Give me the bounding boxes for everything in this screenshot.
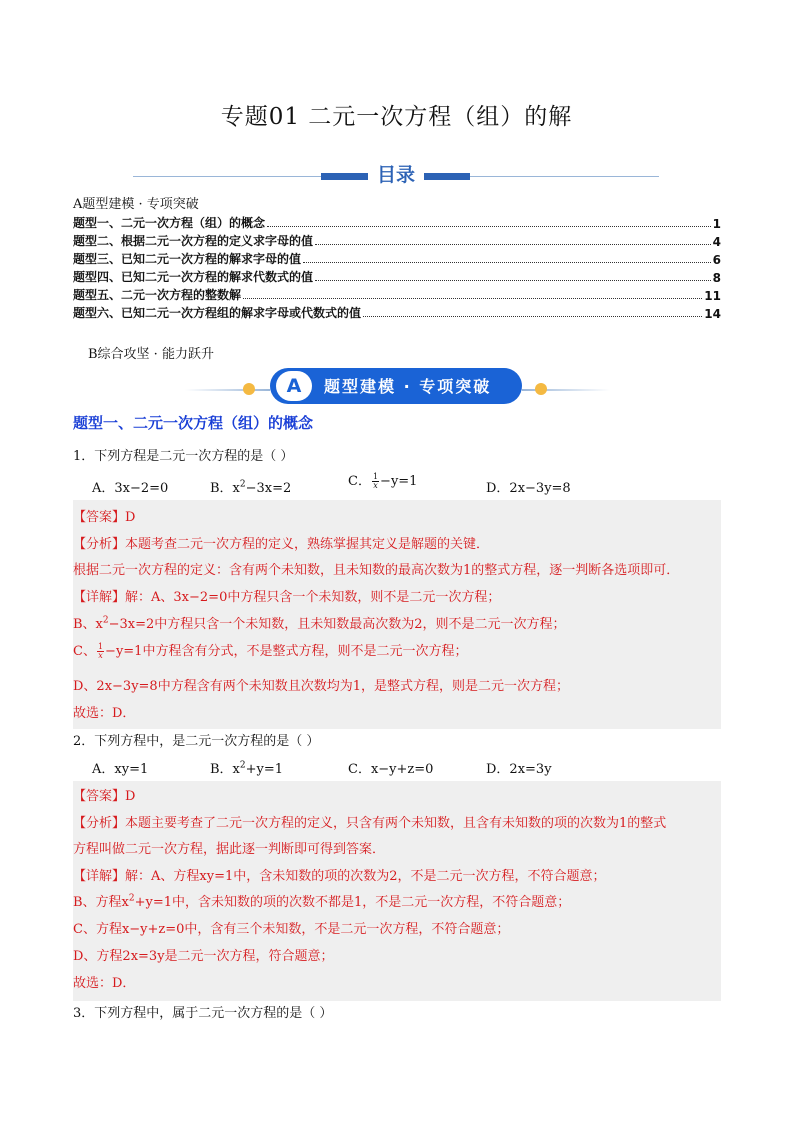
toc-leader: [363, 316, 702, 317]
toc-item[interactable]: [73, 231, 721, 249]
question-2-stem: 2．下列方程中，是二元一次方程的是（ ）: [73, 734, 320, 749]
q2-option-d: D．2x=3y: [486, 762, 552, 777]
q2-analysis-2: 方程叫做二元一次方程，据此逐一判断即可得到答案．: [73, 842, 386, 857]
toc-item-page: 8: [712, 271, 721, 285]
toc-item-page: 4: [712, 235, 721, 249]
banner-line-left: [185, 389, 270, 391]
q1-analysis: 【分析】本题考查二元一次方程的定义，熟练掌握其定义是解题的关键．: [73, 537, 490, 552]
toc-item-label: 题型五、二元一次方程的整数解: [73, 288, 242, 302]
section-heading: 题型一、二元一次方程（组）的概念: [73, 414, 314, 432]
toc-item-page: 11: [704, 289, 721, 303]
q1-analysis-2: 根据二元一次方程的定义：含有两个未知数，且未知数的最高次数为1的整式方程，逐一判断各选项即可．: [73, 563, 680, 578]
toc-leader: [267, 226, 711, 227]
q1-option-a: A．3x−2=0: [92, 481, 169, 496]
q1-answer: 【答案】D: [73, 510, 136, 525]
q1-conclusion: 故选：D．: [73, 706, 136, 721]
toc-item-label: 题型一、二元一次方程（组）的概念: [73, 216, 266, 230]
toc-item[interactable]: [73, 249, 721, 267]
q2-option-b: B．$x^2+y=1$: [210, 760, 284, 777]
page-title: 专题01 二元一次方程（组）的解: [220, 104, 573, 130]
q2-option-a: A．xy=1: [92, 762, 149, 777]
q2-detail-c: C、方程x−y+z=0中，含有三个未知数，不是二元一次方程，不符合题意；: [73, 922, 510, 937]
q1-detail-b: B、$x^2-3x=2$中方程只含一个未知数，且未知数最高次数为2，则不是二元一次方程；: [73, 615, 566, 632]
fraction: $\frac{1}{x}$: [372, 472, 379, 490]
fraction: $\frac{1}{x}$: [97, 642, 104, 660]
banner-dot-right: [535, 383, 547, 395]
toc-heading: 目录: [368, 160, 424, 187]
toc-bar-right: [418, 173, 470, 180]
q2-answer: 【答案】D: [73, 789, 136, 804]
toc-item-label: 题型二、根据二元一次方程的定义求字母的值: [73, 234, 314, 248]
q1-detail-c: C、 $\frac{1}{x}$ −y=1中方程含有分式，不是整式方程，则不是二元一次方程；: [73, 642, 468, 660]
toc-item-label: 题型三、已知二元一次方程的解求字母的值: [73, 252, 302, 266]
toc-leader: [315, 280, 711, 281]
banner-dot-left: [243, 383, 255, 395]
q1-detail-a: 【详解】解：A、3x−2=0中方程只含一个未知数，则不是二元一次方程；: [73, 590, 501, 605]
toc-leader: [243, 298, 702, 299]
toc-item-page: 6: [712, 253, 721, 267]
q1-option-b: B．$x^2-3x=2$: [210, 479, 292, 496]
toc-item-label: 题型六、已知二元一次方程组的解求字母或代数式的值: [73, 306, 362, 320]
q2-conclusion: 故选：D．: [73, 976, 136, 991]
q1-option-c: C． $\frac{1}{x}$ −y=1: [348, 472, 418, 490]
toc-leader: [303, 262, 711, 263]
toc-item[interactable]: [73, 213, 721, 231]
banner-letter: A: [276, 371, 312, 401]
toc-item-page: 14: [704, 307, 721, 321]
q1-option-d: D．2x−3y=8: [486, 481, 571, 496]
toc-section-a: A题型建模 · 专项突破: [73, 197, 199, 212]
toc-item[interactable]: [73, 303, 721, 321]
q2-detail-a: 【详解】解：A、方程xy=1中，含未知数的项的次数为2，不是二元一次方程，不符合题意；: [73, 869, 606, 884]
banner-text: 题型建模 · 专项突破: [324, 377, 492, 396]
toc-item-label: 题型四、已知二元一次方程的解求代数式的值: [73, 270, 314, 284]
question-1-stem: 1．下列方程是二元一次方程的是（ ）: [73, 449, 294, 464]
toc-item-page: 1: [712, 217, 721, 231]
toc-item[interactable]: [73, 285, 721, 303]
toc-section-b: B综合攻坚 · 能力跃升: [88, 347, 214, 362]
q2-option-c: C．x−y+z=0: [348, 762, 434, 777]
q2-detail-d: D、方程2x=3y是二元一次方程，符合题意；: [73, 949, 334, 964]
toc-bar-left: [321, 173, 373, 180]
question-3-stem: 3．下列方程中，属于二元一次方程的是（ ）: [73, 1006, 333, 1021]
toc-item[interactable]: [73, 267, 721, 285]
q1-detail-d: D、2x−3y=8中方程含有两个未知数且次数均为1，是整式方程，则是二元一次方程；: [73, 679, 569, 694]
q2-analysis: 【分析】本题主要考查了二元一次方程的定义，只含有两个未知数，且含有未知数的项的次数为1的整式: [73, 816, 667, 831]
toc-leader: [315, 244, 711, 245]
q2-detail-b: B、方程$x^2+y=1$中，含未知数的项的次数不都是1，不是二元一次方程，不符合题意；: [73, 893, 571, 910]
